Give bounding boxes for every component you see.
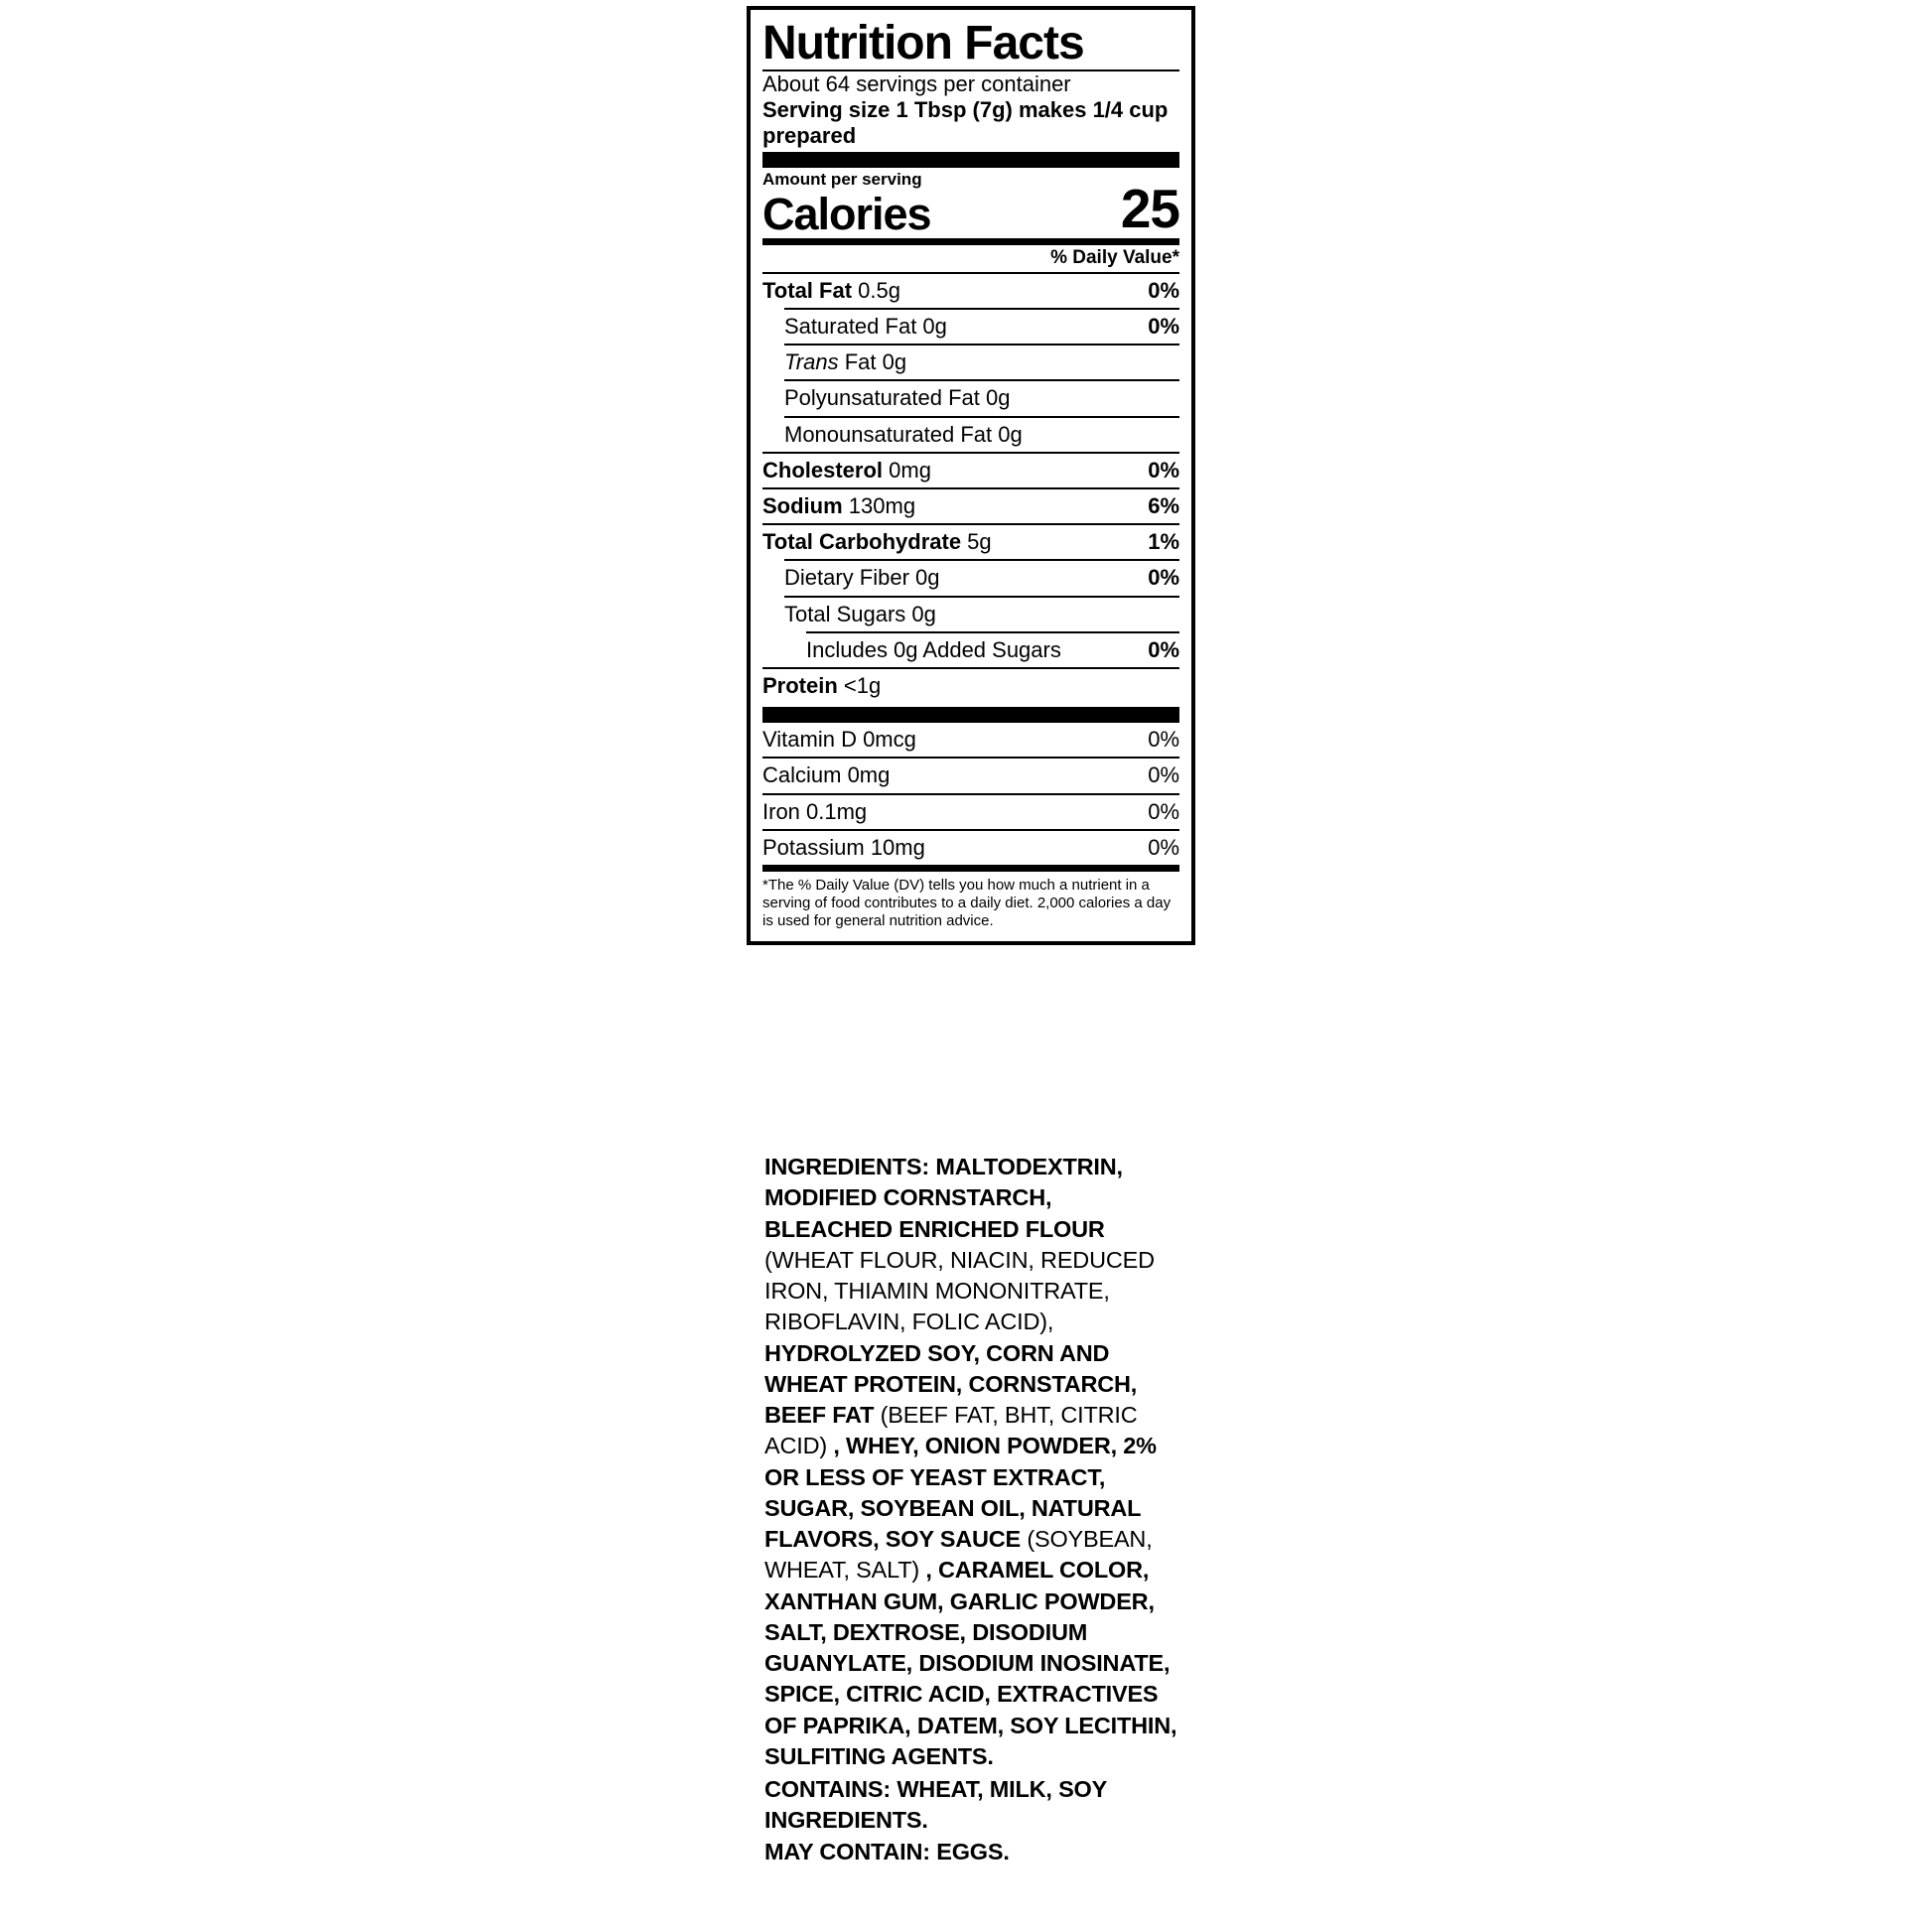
table-row [762,345,1179,379]
vitamin-dv: 0% [1148,727,1179,753]
nutrient-amount: 130mg [842,493,916,519]
nutrient-amount: 5g [961,529,992,555]
daily-value-footnote: *The % Daily Value (DV) tells you how much a nutrient in a serving of food contributes to a daily diet. 2,000 calories a day is used for general nutrition advice. [762,876,1172,930]
ingredients-main-1: INGREDIENTS: MALTODEXTRIN, MODIFIED CORNSTARCH, BLEACHED ENRICHED FLOUR [764,1154,1123,1242]
vitamin-dv: 0% [1148,798,1179,824]
nutrient-name: Sodium [762,493,843,519]
ingredients-paren-2: (BEEF FAT, BHT, CITRIC ACID) [764,1402,1138,1459]
vitamin-name: Potassium 10mg [762,834,925,860]
ingredients-paren-3: (SOYBEAN, WHEAT, SALT) [764,1526,1153,1584]
table-row [762,454,1179,487]
table-row [762,310,1179,344]
nutrient-name: Monounsaturated Fat 0g [784,421,1023,447]
divider-under-calories [762,238,1179,245]
table-row [762,598,1179,631]
vitamin-name: Iron 0.1mg [762,798,868,824]
vitamin-name: Vitamin D 0mcg [762,727,916,753]
nutrient-name: Total Carbohydrate [762,529,962,555]
serving-size: Serving size 1 Tbsp (7g) makes 1/4 cup prepared [762,97,1169,148]
nutrient-dv: 0% [1148,314,1179,340]
calories-label: Calories [762,188,931,239]
vitamin-name: Calcium 0mg [762,762,891,788]
nutrient-dv: 6% [1148,493,1179,519]
nutrient-dv: 0% [1148,277,1179,303]
ingredients-main-4: , CARAMEL COLOR, XANTHAN GUM, GARLIC POWDER, SALT, DEXTROSE, DISODIUM GUANYLATE, DISODIUM INOSINATE, SPICE, CITRIC ACID, EXTRACTIVES OF PAPRIKA, DATEM, SOY LECITHIN, SULFITING AGENTS. [764,1557,1177,1769]
nutrient-amount: <1g [837,672,882,698]
nutrient-dv: 0% [1148,565,1179,591]
nutrient-name: Protein [762,672,838,698]
divider-thick-vitamins [762,707,1179,723]
table-row [762,489,1179,523]
nutrient-rows [762,272,1179,703]
nutrient-dv: 0% [1148,636,1179,662]
table-row [762,561,1179,595]
vitamin-dv: 0% [1148,762,1179,788]
nutrient-name: Polyunsaturated Fat 0g [784,385,1011,411]
nutrient-amount: 0mg [883,457,931,483]
nutrient-amount: Fat 0g [838,349,907,375]
table-row [762,723,1179,757]
may-contain-statement: MAY CONTAIN: EGGS. [764,1838,1010,1864]
nutrient-name: Saturated Fat 0g [784,314,947,340]
calories-value: 25 [1120,177,1179,239]
nutrient-name: Dietary Fiber 0g [784,565,940,591]
panel-title: Nutrition Facts [762,17,1084,69]
divider-thick-top [762,152,1179,168]
table-row [762,274,1179,308]
nutrient-dv: 0% [1148,457,1179,483]
nutrient-name: Total Sugars 0g [784,601,936,626]
daily-value-header: % Daily Value* [1050,246,1179,268]
table-row [762,831,1179,865]
ingredients-paren-1: (WHEAT FLOUR, NIACIN, REDUCED IRON, THIAMIN MONONITRATE, RIBOFLAVIN, FOLIC ACID), [764,1246,1155,1335]
table-row [762,381,1179,415]
amount-per-serving-label: Amount per serving [762,169,922,189]
table-row [762,759,1179,792]
table-row [762,418,1179,452]
ingredients-block [764,1152,1181,1867]
nutrient-amount: 0.5g [852,277,900,303]
nutrient-name: Cholesterol [762,457,884,483]
table-row [762,795,1179,829]
ingredients-main-3: , WHEY, ONION POWDER, 2% OR LESS OF YEAST EXTRACT, SUGAR, SOYBEAN OIL, NATURAL FLAVORS, SOY SAUCE [764,1433,1157,1552]
table-row [762,669,1179,703]
vitamin-rows [762,723,1179,865]
vitamin-dv: 0% [1148,834,1179,860]
divider-footnote [762,865,1179,872]
nutrient-name-italic: Trans [784,349,839,375]
contains-statement: CONTAINS: WHEAT, MILK, SOY INGREDIENTS. [764,1776,1107,1834]
ingredients-main-2: HYDROLYZED SOY, CORN AND WHEAT PROTEIN, CORNSTARCH, BEEF FAT [764,1339,1138,1428]
table-row [762,525,1179,559]
nutrient-name: Total Fat [762,277,853,303]
nutrient-name: Includes 0g Added Sugars [806,636,1061,662]
nutrition-facts-panel [747,6,1195,945]
servings-per-container: About 64 servings per container [762,71,1071,96]
table-row [762,633,1179,667]
nutrient-dv: 1% [1148,529,1179,555]
